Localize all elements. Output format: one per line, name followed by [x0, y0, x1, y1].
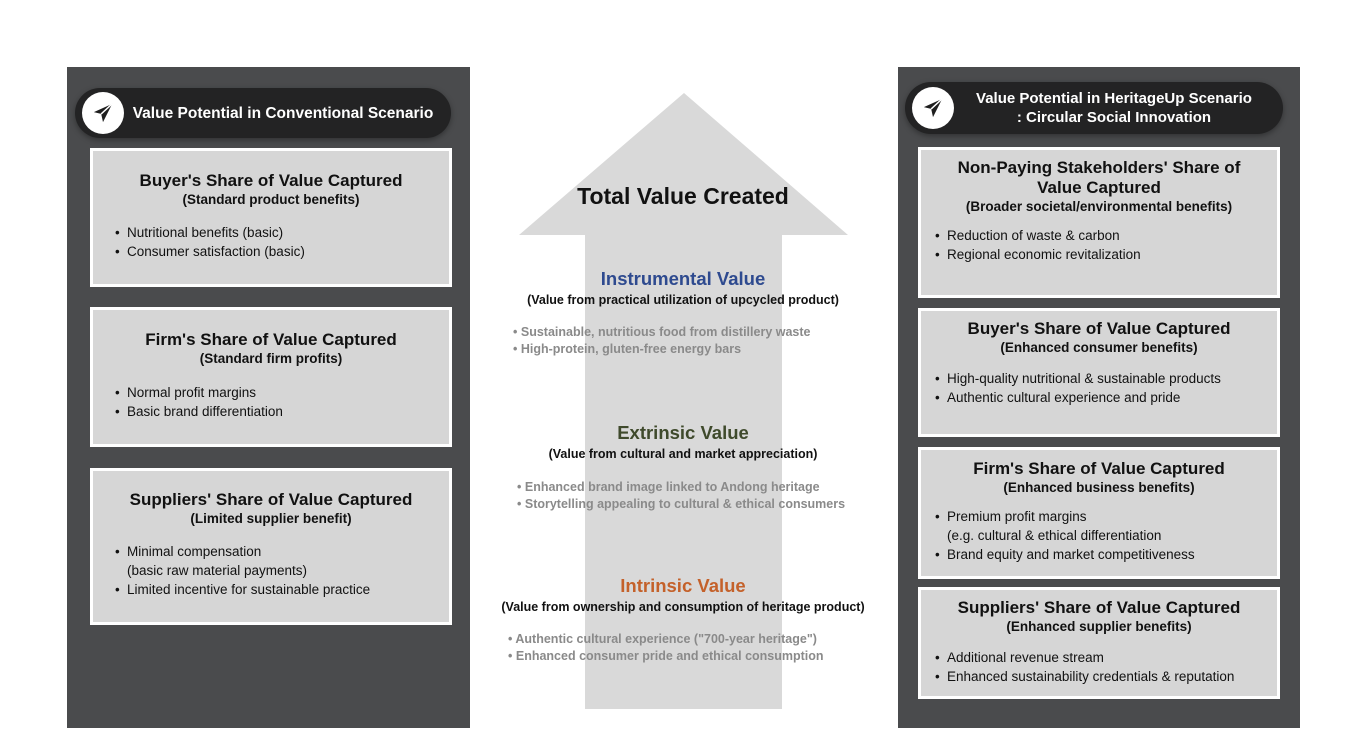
bullet-text: Enhanced consumer pride and ethical consumption: [515, 649, 824, 663]
paper-plane-icon: [82, 92, 124, 134]
bullet-text: Minimal compensation: [127, 544, 262, 559]
list-item: • High-quality nutritional & sustainable products: [935, 369, 1267, 388]
paper-plane-icon: [912, 87, 954, 129]
heritageup-scenario-panel: [898, 67, 1300, 728]
card-subtitle: (Enhanced supplier benefits): [1006, 619, 1192, 634]
heritageup-header-line2: : Circular Social Innovation: [1016, 109, 1212, 126]
list-item: [935, 507, 1267, 545]
conventional-scenario-panel: [67, 67, 470, 728]
card-suppliers-share-conventional: [90, 468, 452, 625]
list-item: • Enhanced brand image linked to Andong heritage: [517, 480, 820, 494]
card-subtitle: (Enhanced consumer benefits): [1000, 340, 1198, 355]
bullet-text: Premium profit margins: [947, 509, 1087, 524]
conventional-header-text: Value Potential in Conventional Scenario: [132, 104, 434, 122]
bullet-text: High-protein, gluten-free energy bars: [520, 342, 742, 356]
card-subtitle: (Limited supplier benefit): [190, 511, 352, 526]
card-title: Non-Paying Stakeholders' Share of Value Captured: [957, 158, 1241, 197]
total-value-title-block: [475, 182, 891, 210]
list-item: • Normal profit margins: [115, 383, 439, 402]
list-item: • Enhanced sustainability credentials & reputation: [935, 667, 1267, 686]
list-item: [115, 542, 439, 580]
bullet-continuation: (basic raw material payments): [127, 563, 308, 578]
list-item: • High-protein, gluten-free energy bars: [513, 342, 742, 356]
card-firm-share-heritageup: [918, 447, 1280, 579]
card-nonpaying-stakeholders-share: [918, 147, 1280, 298]
list-item: • Additional revenue stream: [935, 648, 1267, 667]
card-subtitle: (Enhanced business benefits): [1003, 480, 1195, 495]
card-title: Suppliers' Share of Value Captured: [129, 490, 413, 509]
bullet-text: Enhanced brand image linked to Andong heritage: [524, 480, 820, 494]
list-item: • Nutritional benefits (basic): [115, 223, 439, 242]
list-item: • Storytelling appealing to cultural & ethical consumers: [517, 497, 846, 511]
intrinsic-value-section: [475, 575, 891, 663]
conventional-scenario-header: [75, 88, 451, 138]
card-buyer-share-conventional: [90, 148, 452, 287]
list-item: • Authentic cultural experience and pride: [935, 388, 1267, 407]
card-subtitle: (Standard firm profits): [199, 351, 343, 366]
list-item: • Enhanced consumer pride and ethical consumption: [508, 649, 824, 663]
list-item: • Sustainable, nutritious food from distillery waste: [513, 325, 811, 339]
list-item: • Consumer satisfaction (basic): [115, 242, 439, 261]
bullet-text: Storytelling appealing to cultural & ethical consumers: [524, 497, 846, 511]
list-item: • Brand equity and market competitiveness: [935, 545, 1267, 564]
section-title: Intrinsic Value: [620, 575, 746, 596]
section-title: Extrinsic Value: [617, 422, 749, 443]
list-item: • Limited incentive for sustainable practice: [115, 580, 439, 599]
instrumental-value-section: [475, 268, 891, 356]
bullet-text: Authentic cultural experience ("700-year heritage"): [515, 632, 817, 646]
card-subtitle: (Standard product benefits): [182, 192, 360, 207]
heritageup-header-line1: Value Potential in HeritageUp Scenario: [976, 90, 1252, 107]
card-title: Suppliers' Share of Value Captured: [957, 598, 1241, 617]
card-subtitle: (Broader societal/environmental benefits): [965, 199, 1233, 214]
section-subtitle: (Value from cultural and market appreciation): [548, 447, 818, 461]
section-title: Instrumental Value: [600, 268, 766, 289]
card-buyer-share-heritageup: [918, 308, 1280, 437]
list-item: • Regional economic revitalization: [935, 245, 1267, 264]
card-suppliers-share-heritageup: [918, 587, 1280, 699]
card-title: Firm's Share of Value Captured: [973, 459, 1225, 478]
heritageup-scenario-header: [905, 82, 1283, 134]
list-item: • Basic brand differentiation: [115, 402, 439, 421]
card-title: Buyer's Share of Value Captured: [139, 171, 403, 190]
card-title: Buyer's Share of Value Captured: [967, 319, 1231, 338]
extrinsic-value-section: [475, 422, 891, 511]
card-firm-share-conventional: [90, 307, 452, 447]
card-title: Firm's Share of Value Captured: [145, 330, 397, 349]
list-item: • Reduction of waste & carbon: [935, 226, 1267, 245]
bullet-text: Sustainable, nutritious food from distillery waste: [520, 325, 811, 339]
bullet-continuation: (e.g. cultural & ethical differentiation: [947, 528, 1162, 543]
list-item: • Authentic cultural experience ("700-year heritage"): [508, 632, 817, 646]
section-subtitle: (Value from ownership and consumption of heritage product): [501, 600, 865, 614]
total-value-title: Total Value Created: [577, 183, 789, 209]
section-subtitle: (Value from practical utilization of upcycled product): [527, 293, 839, 307]
